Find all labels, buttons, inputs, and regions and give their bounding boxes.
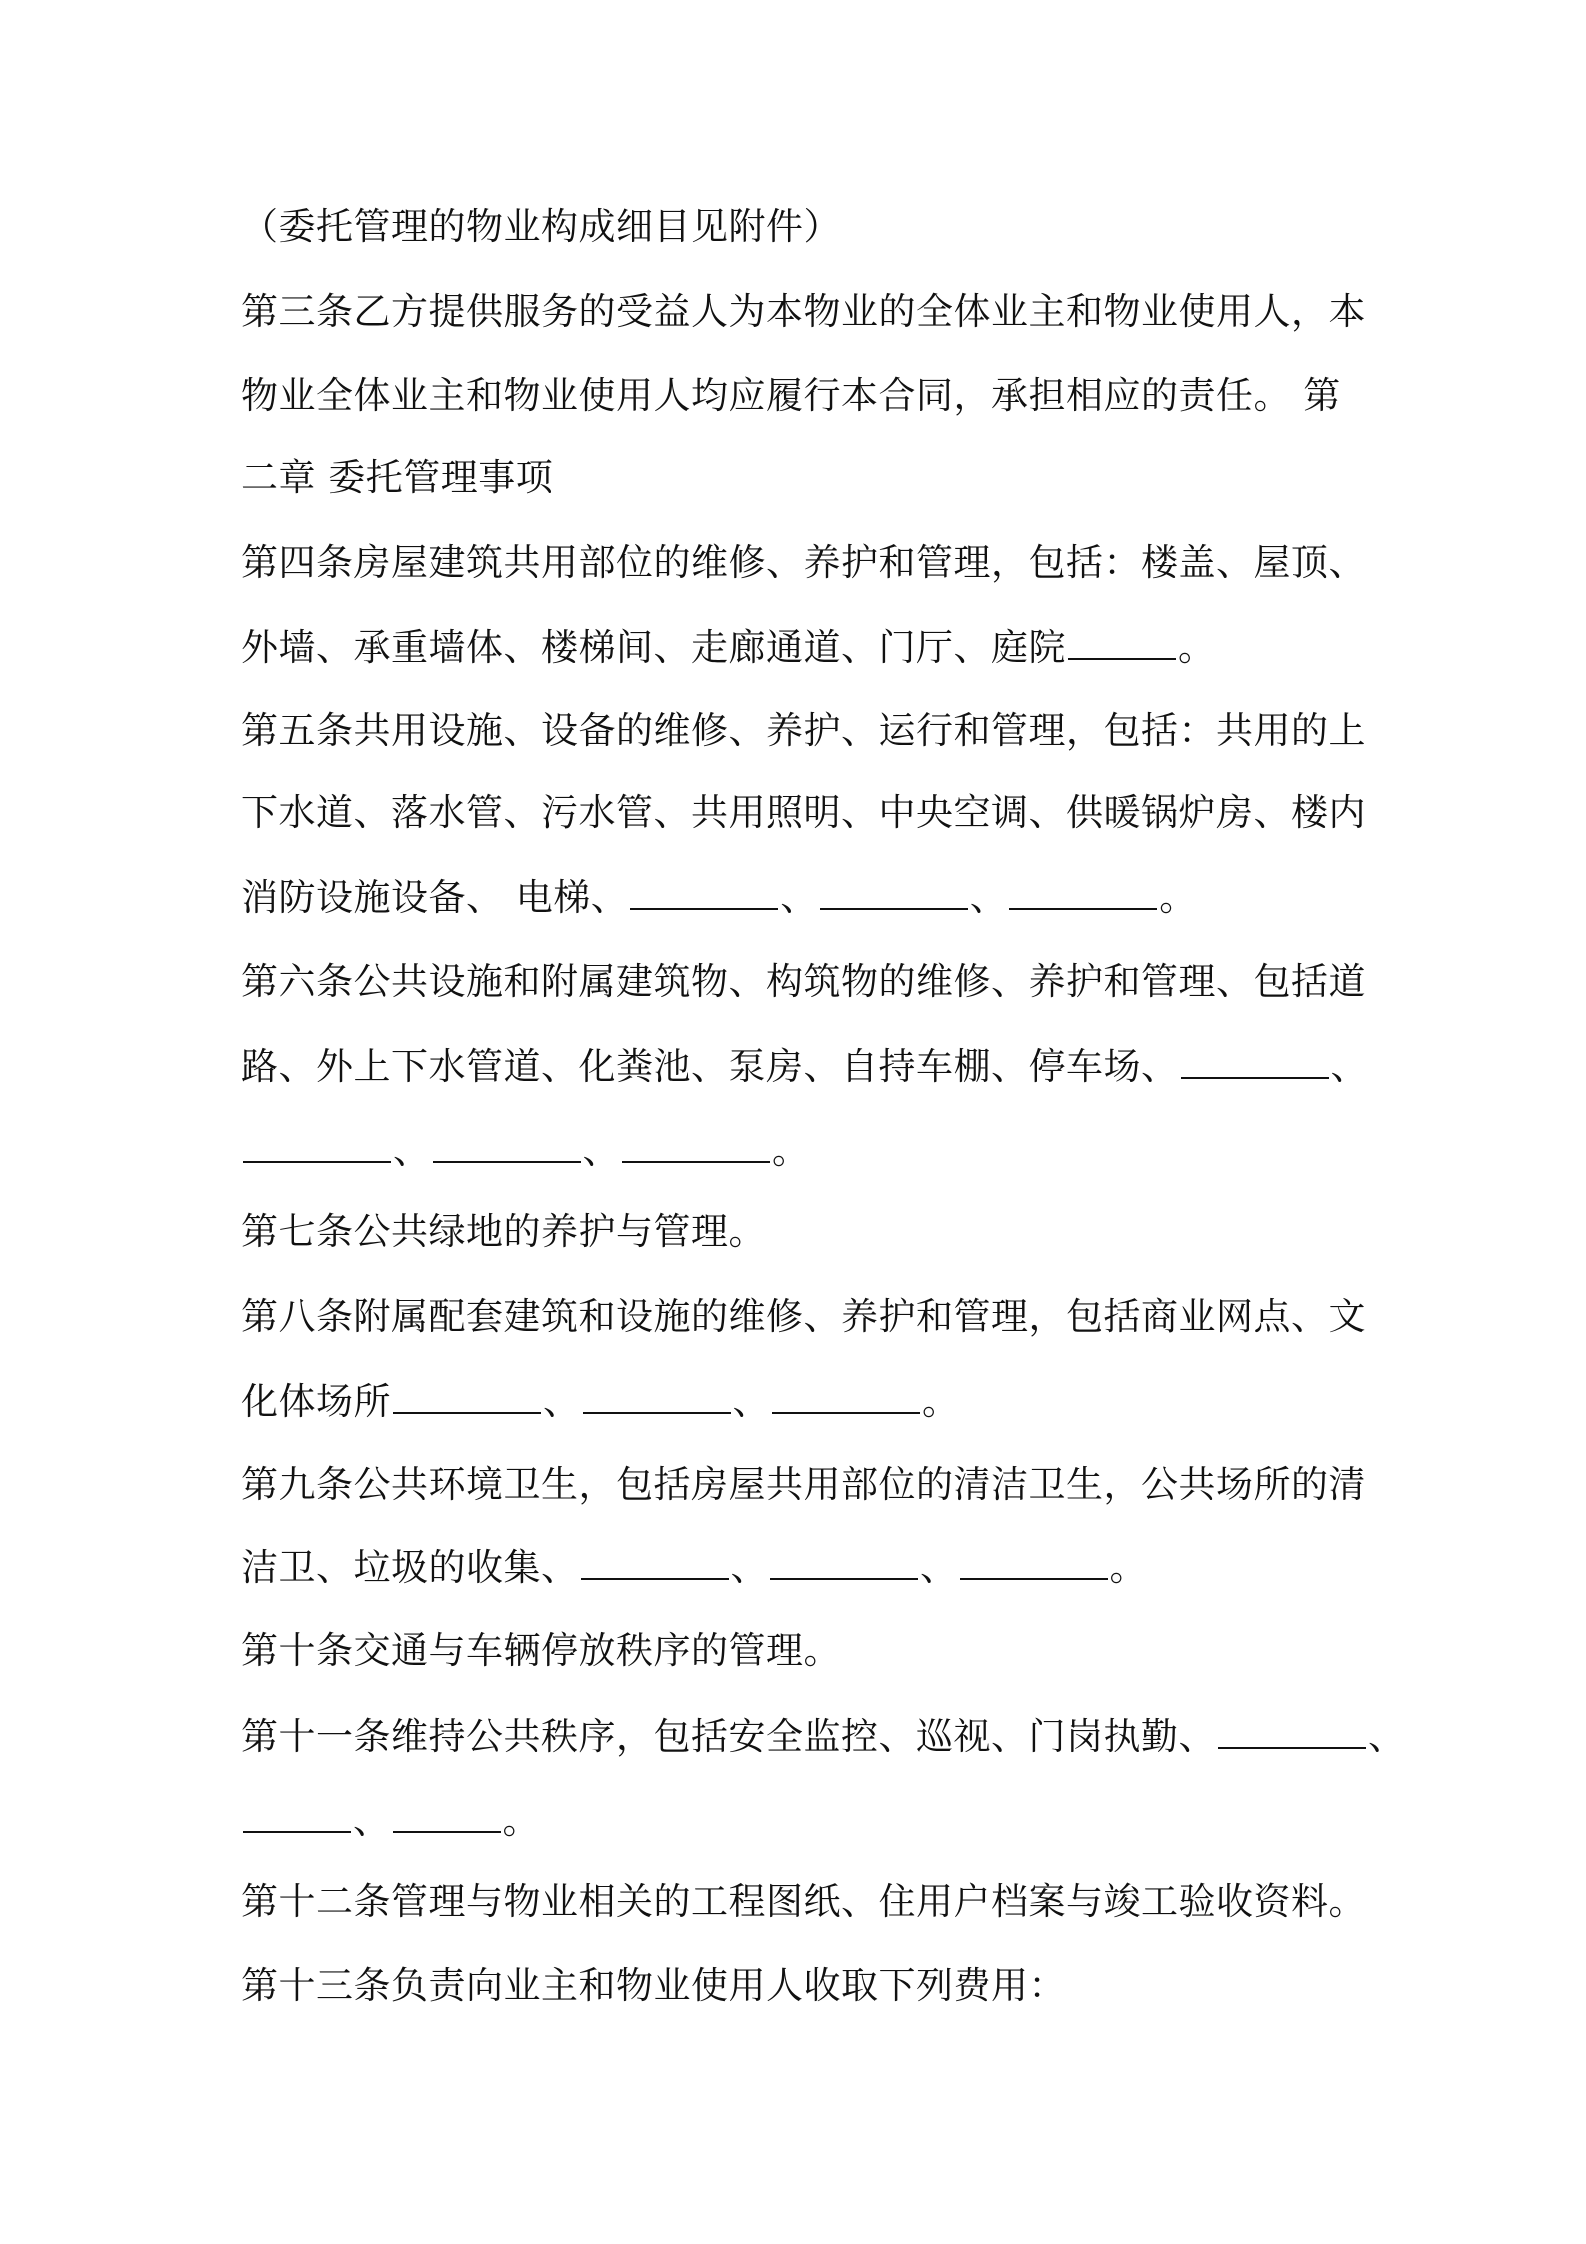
line-text: 第四条房屋建筑共用部位的维修、养护和管理，包括：楼盖、屋顶、 — [241, 541, 1366, 584]
fill-blank — [393, 1376, 541, 1414]
line-text: 洁卫、垃圾的收集、 — [241, 1546, 579, 1589]
chapter-heading — [241, 453, 1361, 503]
fill-blank — [772, 1376, 920, 1414]
text-line — [241, 788, 1366, 838]
fill-blank — [1009, 872, 1157, 910]
text-line — [241, 1961, 1361, 2011]
text-line — [241, 287, 1366, 337]
text-line — [241, 202, 1361, 252]
line-text: 路、外上下水管道、化粪池、泵房、自持车棚、停车场、 — [241, 1045, 1179, 1088]
line-text: 、 — [969, 876, 1008, 919]
text-line — [241, 1460, 1366, 1510]
fill-blank — [243, 1125, 391, 1163]
text-line — [241, 1207, 1361, 1257]
fill-blank — [1181, 1041, 1329, 1079]
text-line — [241, 1877, 1366, 1927]
line-text: 消防设施设备、 电梯、 — [241, 876, 629, 919]
line-text: 。 — [922, 1380, 960, 1423]
line-text: 、 — [353, 1799, 391, 1842]
text-line — [241, 872, 1361, 923]
line-text: 第七条公共绿地的养护与管理。 — [241, 1210, 766, 1253]
line-text: 。 — [772, 1129, 810, 1172]
line-text: 、 — [582, 1129, 620, 1172]
fill-blank — [1218, 1711, 1366, 1749]
text-line — [241, 1292, 1366, 1342]
line-text: 第十二条管理与物业相关的工程图纸、住用户档案与竣工验收资料。 — [241, 1880, 1366, 1923]
line-text: 。 — [1109, 1546, 1147, 1589]
text-line — [241, 1626, 1361, 1676]
fill-blank — [433, 1125, 581, 1163]
fill-blank — [622, 1125, 770, 1163]
fill-blank — [630, 872, 778, 910]
fill-blank — [581, 1542, 729, 1580]
text-line — [241, 1795, 1361, 1846]
fill-blank — [243, 1795, 351, 1833]
line-text: 、 — [1330, 1045, 1368, 1088]
line-text: 。 — [1159, 876, 1197, 919]
text-line — [241, 957, 1366, 1007]
line-text: 物业全体业主和物业使用人均应履行本合同，承担相应的责任。 第 — [241, 374, 1341, 417]
line-text: 、 — [780, 876, 818, 919]
line-text: 第八条附属配套建筑和设施的维修、养护和管理，包括商业网点、文 — [241, 1295, 1366, 1338]
fill-blank — [820, 872, 968, 910]
line-text: 第十一条维持公共秩序，包括安全监控、巡视、门岗执勤、 — [241, 1715, 1216, 1758]
line-text: 第九条公共环境卫生，包括房屋共用部位的清洁卫生，公共场所的清 — [241, 1463, 1366, 1506]
line-text: （委托管理的物业构成细目见附件） — [241, 205, 841, 248]
line-text: 化体场所 — [241, 1380, 391, 1423]
line-text: 第十三条负责向业主和物业使用人收取下列费用： — [241, 1964, 1066, 2007]
fill-blank — [770, 1542, 918, 1580]
text-line — [241, 1376, 1361, 1427]
line-text: 第十条交通与车辆停放秩序的管理。 — [241, 1629, 841, 1672]
line-text: 外墙、承重墙体、楼梯间、走廊通道、门厅、庭院 — [241, 626, 1066, 669]
line-text: 、 — [920, 1546, 958, 1589]
line-text: 。 — [1178, 626, 1216, 669]
line-text: 、 — [730, 1546, 768, 1589]
line-text: 、 — [393, 1129, 431, 1172]
line-text: 二章 委托管理事项 — [241, 456, 554, 499]
text-line — [241, 622, 1361, 673]
line-text: 、 — [1368, 1715, 1406, 1758]
line-text: 第五条共用设施、设备的维修、养护、运行和管理，包括：共用的上 — [241, 709, 1366, 752]
line-text: 、 — [732, 1380, 770, 1423]
line-text: 、 — [543, 1380, 581, 1423]
line-text: 第三条乙方提供服务的受益人为本物业的全体业主和物业使用人，本 — [241, 290, 1366, 333]
line-text: 下水道、落水管、污水管、共用照明、中央空调、供暖锅炉房、楼内 — [241, 791, 1366, 834]
fill-blank — [1068, 622, 1176, 660]
line-text: 。 — [502, 1799, 540, 1842]
text-line — [241, 538, 1366, 588]
fill-blank — [583, 1376, 731, 1414]
text-line — [241, 1041, 1368, 1092]
fill-blank — [960, 1542, 1108, 1580]
fill-blank — [393, 1795, 501, 1833]
text-line — [241, 1711, 1406, 1762]
line-text: 第六条公共设施和附属建筑物、构筑物的维修、养护和管理、包括道 — [241, 960, 1366, 1003]
text-line — [241, 706, 1366, 756]
text-line — [241, 1542, 1361, 1593]
text-line — [241, 1125, 1361, 1176]
text-line — [241, 371, 1361, 421]
